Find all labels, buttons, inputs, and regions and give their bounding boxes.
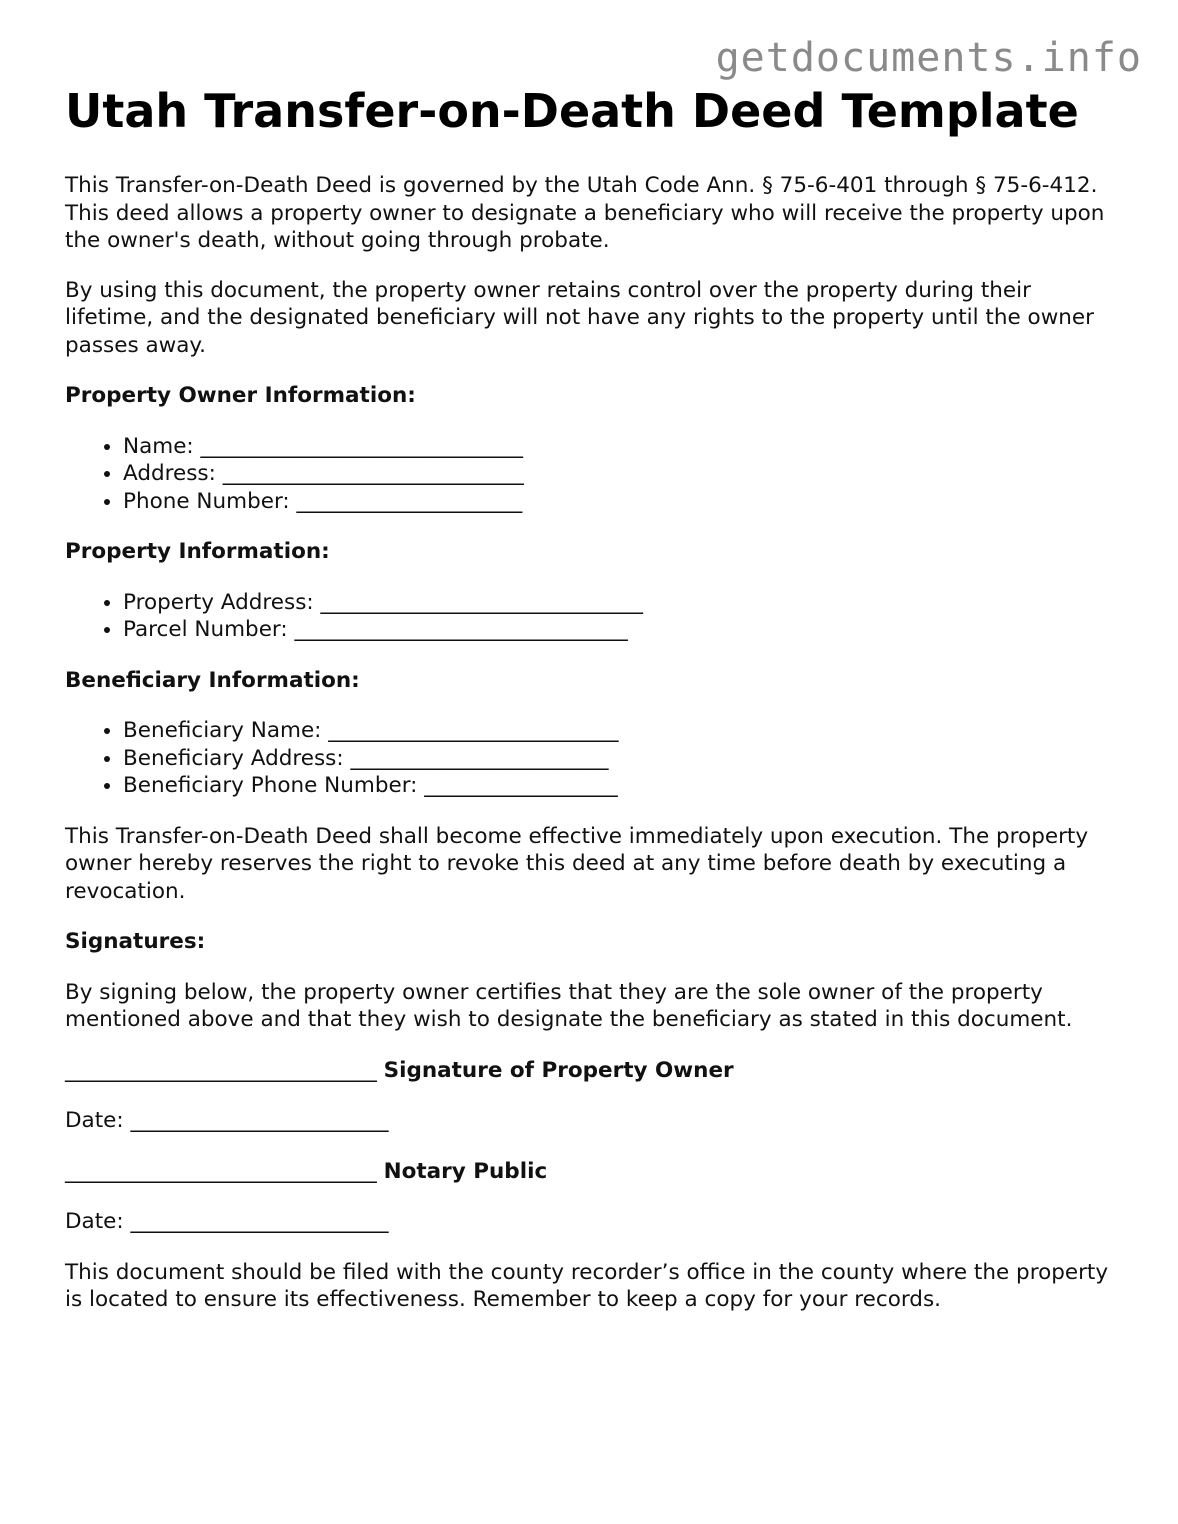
closing-paragraph: This document should be filed with the county recorder’s office in the county where the property is located to ensure its effectiveness. Remember to keep a copy for your records. — [65, 1259, 1109, 1312]
owner-signature-label: Signature of Property Owner — [383, 1057, 734, 1083]
owner-section-heading: Property Owner Information: — [65, 383, 416, 408]
beneficiary-address-field: • Beneficiary Address: ________________________ — [123, 745, 1125, 773]
intro-paragraph-1: This Transfer-on-Death Deed is governed by the Utah Code Ann. § 75-6-401 through § 75-6-412. This deed allows a property owner to designate a beneficiary who will receive the property upon the owner's death, without going through probate. — [65, 173, 1105, 253]
signatures-paragraph: By signing below, the property owner certifies that they are the sole owner of the property mentioned above and that they wish to designate the beneficiary as stated in this document. — [65, 979, 1073, 1032]
beneficiary-info-list — [65, 717, 1125, 800]
parcel-number-field: • Parcel Number: _______________________________ — [123, 616, 1125, 644]
notary-signature-blank: _____________________________ — [65, 1158, 377, 1184]
property-section-heading: Property Information: — [65, 539, 330, 564]
notary-signature-label: Notary Public — [383, 1158, 548, 1184]
effective-paragraph: This Transfer-on-Death Deed shall become effective immediately upon execution. The property owner hereby reserves the right to revoke this deed at any time before death by executing a revocation. — [65, 823, 1089, 904]
owner-info-list — [65, 433, 1125, 516]
signatures-heading: Signatures: — [65, 929, 206, 954]
document-title: Utah Transfer-on-Death Deed Template — [65, 84, 1079, 138]
owner-address-field: • Address: ____________________________ — [123, 460, 1125, 488]
owner-signature-blank: _____________________________ — [65, 1057, 377, 1083]
beneficiary-section-heading: Beneficiary Information: — [65, 667, 360, 693]
beneficiary-name-field: • Beneficiary Name: ___________________________ — [123, 717, 1125, 745]
owner-phone-field: • Phone Number: _____________________ — [123, 488, 1125, 516]
owner-signature-line — [65, 1057, 1125, 1085]
document-page — [65, 84, 1125, 1314]
watermark: getdocuments.info — [715, 35, 1142, 81]
owner-date-line: Date: ________________________ — [65, 1108, 389, 1133]
beneficiary-phone-field: • Beneficiary Phone Number: __________________ — [123, 772, 1125, 800]
intro-paragraph-2: By using this document, the property owner retains control over the property during their lifetime, and the designated beneficiary will not have any rights to the property until the owner passes away. — [65, 277, 1094, 358]
property-info-list — [65, 589, 1125, 644]
notary-date-line: Date: ________________________ — [65, 1209, 389, 1234]
notary-signature-line — [65, 1158, 1125, 1186]
property-address-field: • Property Address: ______________________________ — [123, 589, 1125, 617]
owner-name-field: • Name: ______________________________ — [123, 433, 1125, 461]
